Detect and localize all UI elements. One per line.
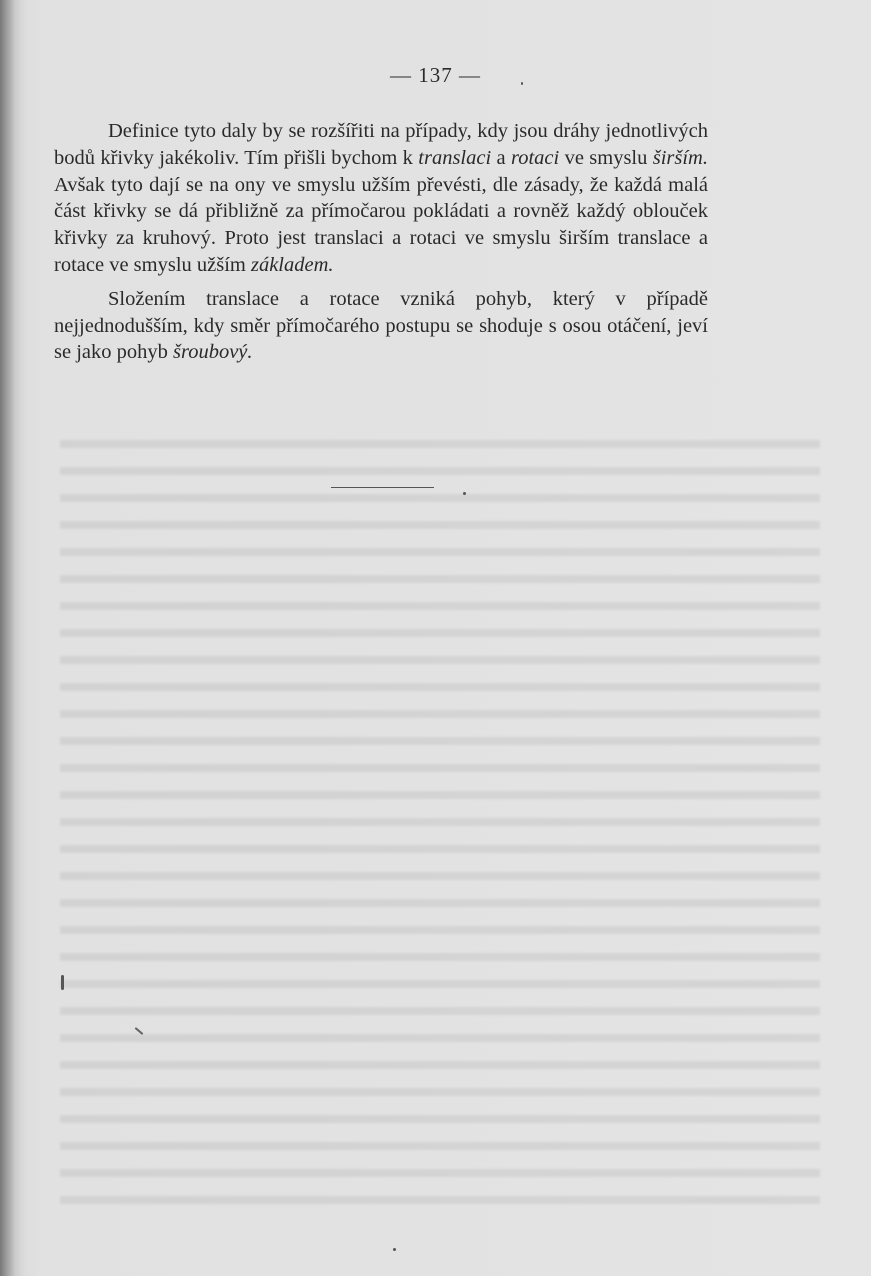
italic-term-translaci: translaci	[418, 146, 492, 169]
italic-term-sroubovy: šroubový.	[173, 341, 253, 364]
binding-gutter-shadow	[0, 0, 26, 1276]
dust-speck	[61, 975, 64, 990]
italic-term-rotaci: rotaci	[511, 146, 560, 169]
dust-speck	[393, 1248, 396, 1251]
dust-speck	[521, 82, 523, 85]
paragraph-2	[54, 286, 708, 366]
text-segment: Avšak tyto dají se na ony ve smyslu užším převésti, dle zásady, že každá malá část křivky se dá přibližně za přímočarou pokládati a rovněž každý oblouček křivky za kruhový. Proto jest translaci a rotaci ve smyslu širším translace a rotace ve smyslu užším	[54, 173, 708, 276]
text-segment: Definice tyto daly by se rozšířiti na případy, kdy jsou dráhy jednotlivých bodů křivky jakékoliv. Tím přišli bychom k	[54, 120, 708, 169]
dust-speck	[463, 492, 466, 495]
section-end-rule	[331, 487, 434, 488]
bleed-through-text	[60, 430, 820, 1210]
page-number: — 137 —	[390, 63, 481, 87]
text-segment: a	[491, 146, 511, 169]
paragraph-1	[54, 118, 708, 279]
text-segment: ve smyslu	[559, 146, 653, 169]
text-segment: Složením translace a rotace vzniká pohyb, který v případě nejjednodušším, kdy směr přímočarého postupu se shoduje s osou otáčení, jeví se jako pohyb	[54, 287, 708, 364]
italic-term-sirsim: širším.	[652, 146, 708, 169]
italic-term-zakladem: základem.	[250, 253, 334, 276]
body-text	[54, 118, 708, 366]
